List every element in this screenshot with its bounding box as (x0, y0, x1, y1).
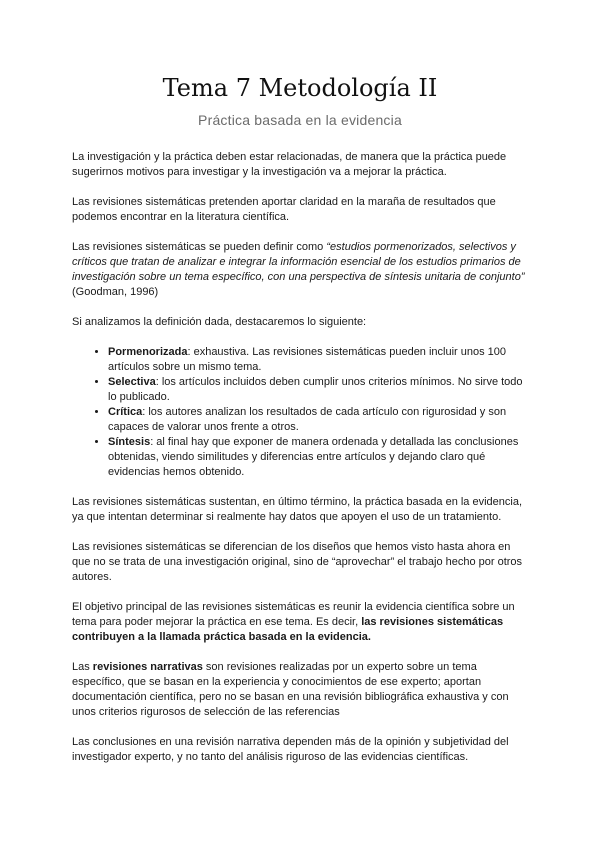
document-title: Tema 7 Metodología II (162, 74, 438, 102)
characteristics-list (72, 345, 528, 480)
document-subtitle: Práctica basada en la evidencia (198, 112, 402, 128)
definition-quote: “estudios pormenorizados, selectivos y críticos que tratan de analizar e integrar la información esencial de los estudios primarios de investigación sobre un tema específico, con una perspectiva de síntesis unitaria de conjunto” (72, 241, 525, 283)
list-item-term: Síntesis (108, 436, 151, 448)
paragraph-purpose: Las revisiones sistemáticas pretenden aportar claridad en la maraña de resultados que podemos encontrar en la literatura científica. (72, 196, 496, 223)
paragraph-intro: La investigación y la práctica deben estar relacionadas, de manera que la práctica puede sugerirnos motivos para investigar y la investigación va a mejorar la práctica. (72, 151, 507, 178)
paragraph-definition (72, 240, 528, 300)
list-item-term: Selectiva (108, 376, 156, 388)
document-page (72, 70, 528, 780)
paragraph-evidence: Las revisiones sistemáticas sustentan, en último término, la práctica basada en la evidencia, ya que intentan determinar si realmente hay datos que apoyen el uso de un tratamiento. (72, 496, 523, 523)
objective-lead: El objetivo principal de las revisiones sistemáticas es reunir la evidencia científica sobre un tema para poder mejorar la práctica en ese tema. Es decir, (72, 601, 515, 628)
list-item-text: : los artículos incluidos deben cumplir unos criterios mínimos. No sirve todo lo publicado. (108, 376, 523, 403)
list-item-term: Pormenorizada (108, 346, 188, 358)
paragraph-objective (72, 600, 528, 645)
objective-highlight: las revisiones sistemáticas contribuyen a la llamada práctica basada en la evidencia. (72, 616, 504, 643)
list-item-text: : al final hay que exponer de manera ordenada y detallada las conclusiones obtenidas, viendo similitudes y diferencias entre artículos y dejando claro qué evidencias hemos obtenido. (108, 436, 519, 478)
list-item-text: : exhaustiva. Las revisiones sistemáticas pueden incluir unos 100 artículos sobre un mismo tema. (108, 346, 507, 373)
narrative-lead: Las (72, 661, 93, 673)
list-item-term: Crítica (108, 406, 143, 418)
list-item (108, 375, 528, 405)
paragraph-analysis-intro: Si analizamos la definición dada, destacaremos lo siguiente: (72, 316, 367, 328)
narrative-term: revisiones narrativas (92, 661, 203, 673)
definition-lead: Las revisiones sistemáticas se pueden definir como (72, 241, 327, 253)
narrative-rest: son revisiones realizadas por un experto sobre un tema específico, que se basan en la experiencia y conocimientos de ese experto; aportan documentación científica, pero no se basan en una revisión bibliográfica exhaustiva y con unos criterios rigurosos de selección de las referencias (72, 661, 509, 718)
list-item (108, 435, 528, 480)
list-item (108, 345, 528, 375)
list-item-text: : los autores analizan los resultados de cada artículo con rigurosidad y son capaces de valorar unos frente a otros. (108, 406, 507, 433)
paragraph-narrative-reviews (72, 660, 528, 720)
paragraph-conclusions: Las conclusiones en una revisión narrativa dependen más de la opinión y subjetividad del investigador experto, y no tanto del análisis riguroso de las evidencias científicas. (72, 736, 509, 763)
paragraph-difference: Las revisiones sistemáticas se diferencian de los diseños que hemos visto hasta ahora en que no se trata de una investigación original, sino de “aprovechar” el trabajo hecho por otros autores. (72, 541, 523, 583)
definition-citation: (Goodman, 1996) (72, 286, 159, 298)
list-item (108, 405, 528, 435)
